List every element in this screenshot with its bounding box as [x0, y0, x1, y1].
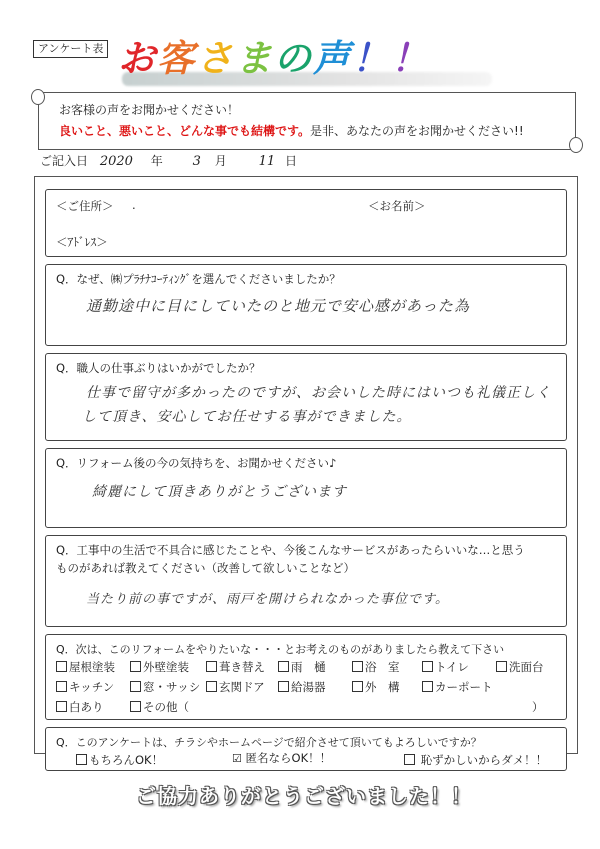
question-1	[45, 264, 567, 346]
remodel-option[interactable]	[56, 699, 104, 715]
question-6	[45, 727, 567, 771]
remodel-option-label: 玄関ドア	[219, 680, 265, 694]
remodel-option-label: 屋根塗装	[69, 660, 115, 674]
remodel-option-label: キッチン	[69, 680, 115, 694]
checkbox-icon[interactable]	[496, 661, 507, 672]
title-char: ！	[352, 37, 391, 80]
question-2-answer-line-1: 仕事で留守が多かったのですが、お会いした時にはいつも礼儀正しく	[86, 385, 551, 401]
option-ok-label: もちろんOK！	[89, 753, 164, 767]
remodel-option[interactable]	[56, 659, 115, 675]
intro-line-2-rest: 是非、あなたの声をお聞かせください!!	[310, 124, 524, 138]
thanks-message: ご協力ありがとうございました！！	[136, 784, 472, 808]
question-5	[45, 634, 567, 720]
remodel-option-label: 白あり	[69, 700, 104, 714]
intro-line-2-red: 良いこと、悪いこと、どんな事でも結構です。	[59, 124, 311, 138]
date-label: ご記入日	[40, 154, 89, 168]
question-2	[45, 353, 567, 441]
survey-tag: アンケート表	[33, 40, 108, 58]
date-year-unit: 年	[150, 154, 163, 168]
question-3-text: Q．リフォーム後の今の気持ちを、お聞かせください♪	[56, 456, 337, 470]
checkbox-icon[interactable]	[130, 661, 141, 672]
remodel-option[interactable]	[206, 679, 265, 695]
question-1-text: Q．なぜ、㈱プﾗﾁﾅｺｰﾃｨﾝｸﾞを選んでくださいましたか？	[56, 272, 341, 286]
remodel-option-label: 洗面台	[509, 660, 544, 674]
question-2-text: Q．職人の仕事ぶりはいかがでしたか？	[56, 361, 261, 375]
checkbox-icon[interactable]	[278, 661, 289, 672]
date-month-unit: 月	[214, 154, 227, 168]
title-char: さ	[196, 37, 235, 80]
remodel-option[interactable]	[278, 679, 326, 695]
checkbox-icon[interactable]	[130, 701, 141, 712]
option-no[interactable]	[404, 752, 547, 768]
intro-scroll-banner	[38, 92, 576, 150]
question-4-text-line-2: ものがあれば教えてください（改善して欲しいことなど）	[56, 561, 355, 575]
other-close-paren: ）	[532, 700, 544, 714]
checkbox-icon[interactable]	[422, 681, 433, 692]
page-title	[118, 36, 430, 82]
remodel-option[interactable]	[130, 699, 189, 715]
remodel-option[interactable]	[496, 659, 544, 675]
checkbox-icon[interactable]	[278, 681, 289, 692]
title-char: 客	[157, 37, 196, 80]
survey-form	[34, 176, 578, 767]
question-5-text: Q．次は、このリフォームをやりたいな・・・とお考えのものがありましたら教えて下さい	[56, 643, 505, 656]
remodel-option[interactable]	[130, 679, 200, 695]
remodel-option[interactable]	[352, 679, 400, 695]
addr2-label: ＜ｱﾄﾞﾚｽ＞	[56, 235, 108, 249]
checkbox-icon[interactable]	[352, 681, 363, 692]
remodel-option-label: 雨 樋	[291, 660, 326, 674]
remodel-option[interactable]	[278, 659, 326, 675]
date-year: 2020	[99, 154, 133, 169]
remodel-option-label: その他（	[143, 700, 189, 714]
remodel-option[interactable]	[206, 659, 265, 675]
title-char: の	[274, 37, 313, 80]
checked-box-icon[interactable]: ☑	[232, 752, 242, 765]
checkbox-icon[interactable]	[76, 754, 87, 765]
checkbox-icon[interactable]	[404, 754, 415, 765]
remodel-option[interactable]	[422, 659, 469, 675]
option-ok[interactable]	[76, 752, 163, 768]
title-char: ！	[391, 37, 430, 80]
checkbox-icon[interactable]	[206, 661, 217, 672]
checkbox-icon[interactable]	[206, 681, 217, 692]
remodel-option[interactable]	[130, 659, 189, 675]
remodel-option-label: 外壁塗装	[143, 660, 189, 674]
address-label: ＜ご住所＞	[56, 199, 114, 213]
question-6-text: Q．このアンケートは、チラシやホームページで紹介させて頂いてもよろしいですか？	[56, 736, 482, 749]
checkbox-icon[interactable]	[422, 661, 433, 672]
question-1-answer: 通勤途中に目にしていたのと地元で安心感があった為	[86, 297, 470, 315]
info-section	[45, 189, 567, 257]
question-3	[45, 448, 567, 528]
question-3-answer: 綺麗にして頂きありがとうございます	[92, 484, 347, 500]
date-day: 11	[258, 154, 276, 169]
remodel-option-label: カーポート	[435, 680, 493, 694]
name-label: ＜お名前＞	[368, 199, 426, 213]
checkbox-icon[interactable]	[130, 681, 141, 692]
question-4-text-line-1: Q．工事中の生活で不具合に感じたことや、今後こんなサービスがあったらいいな…と思う	[56, 543, 525, 557]
title-char: ま	[235, 37, 274, 80]
checkbox-icon[interactable]	[352, 661, 363, 672]
remodel-option[interactable]	[56, 679, 114, 695]
question-4-answer: 当たり前の事ですが、雨戸を開けられなかった事位です。	[86, 592, 449, 607]
checkbox-icon[interactable]	[56, 681, 67, 692]
question-2-answer-line-2: して頂き、安心してお任せする事ができました。	[82, 409, 412, 425]
question-4	[45, 535, 567, 627]
option-anonymous-ok-label: 匿名ならOK！！	[245, 751, 332, 765]
checkbox-icon[interactable]	[56, 701, 67, 712]
address-value: .	[132, 198, 136, 212]
remodel-option-label: 外 構	[365, 680, 400, 694]
remodel-option-label: 浴 室	[365, 660, 400, 674]
remodel-option[interactable]	[352, 659, 400, 675]
intro-line-2	[59, 122, 524, 139]
option-anonymous-ok[interactable]	[232, 750, 331, 766]
date-day-unit: 日	[284, 154, 297, 168]
title-char: 声	[313, 37, 352, 80]
option-no-label: 恥ずかしいからダメ！！	[420, 753, 548, 767]
remodel-option-label: 窓・サッシ	[143, 680, 201, 694]
title-char: お	[118, 37, 157, 80]
intro-line-1: お客様の声をお聞かせください！	[59, 103, 240, 117]
remodel-option-label: 給湯器	[291, 680, 326, 694]
entry-date	[40, 152, 297, 169]
date-month: 3	[192, 154, 201, 169]
checkbox-icon[interactable]	[56, 661, 67, 672]
remodel-option-label: 葺き替え	[219, 660, 265, 674]
remodel-option-label: トイレ	[435, 660, 469, 674]
remodel-option[interactable]	[422, 679, 493, 695]
